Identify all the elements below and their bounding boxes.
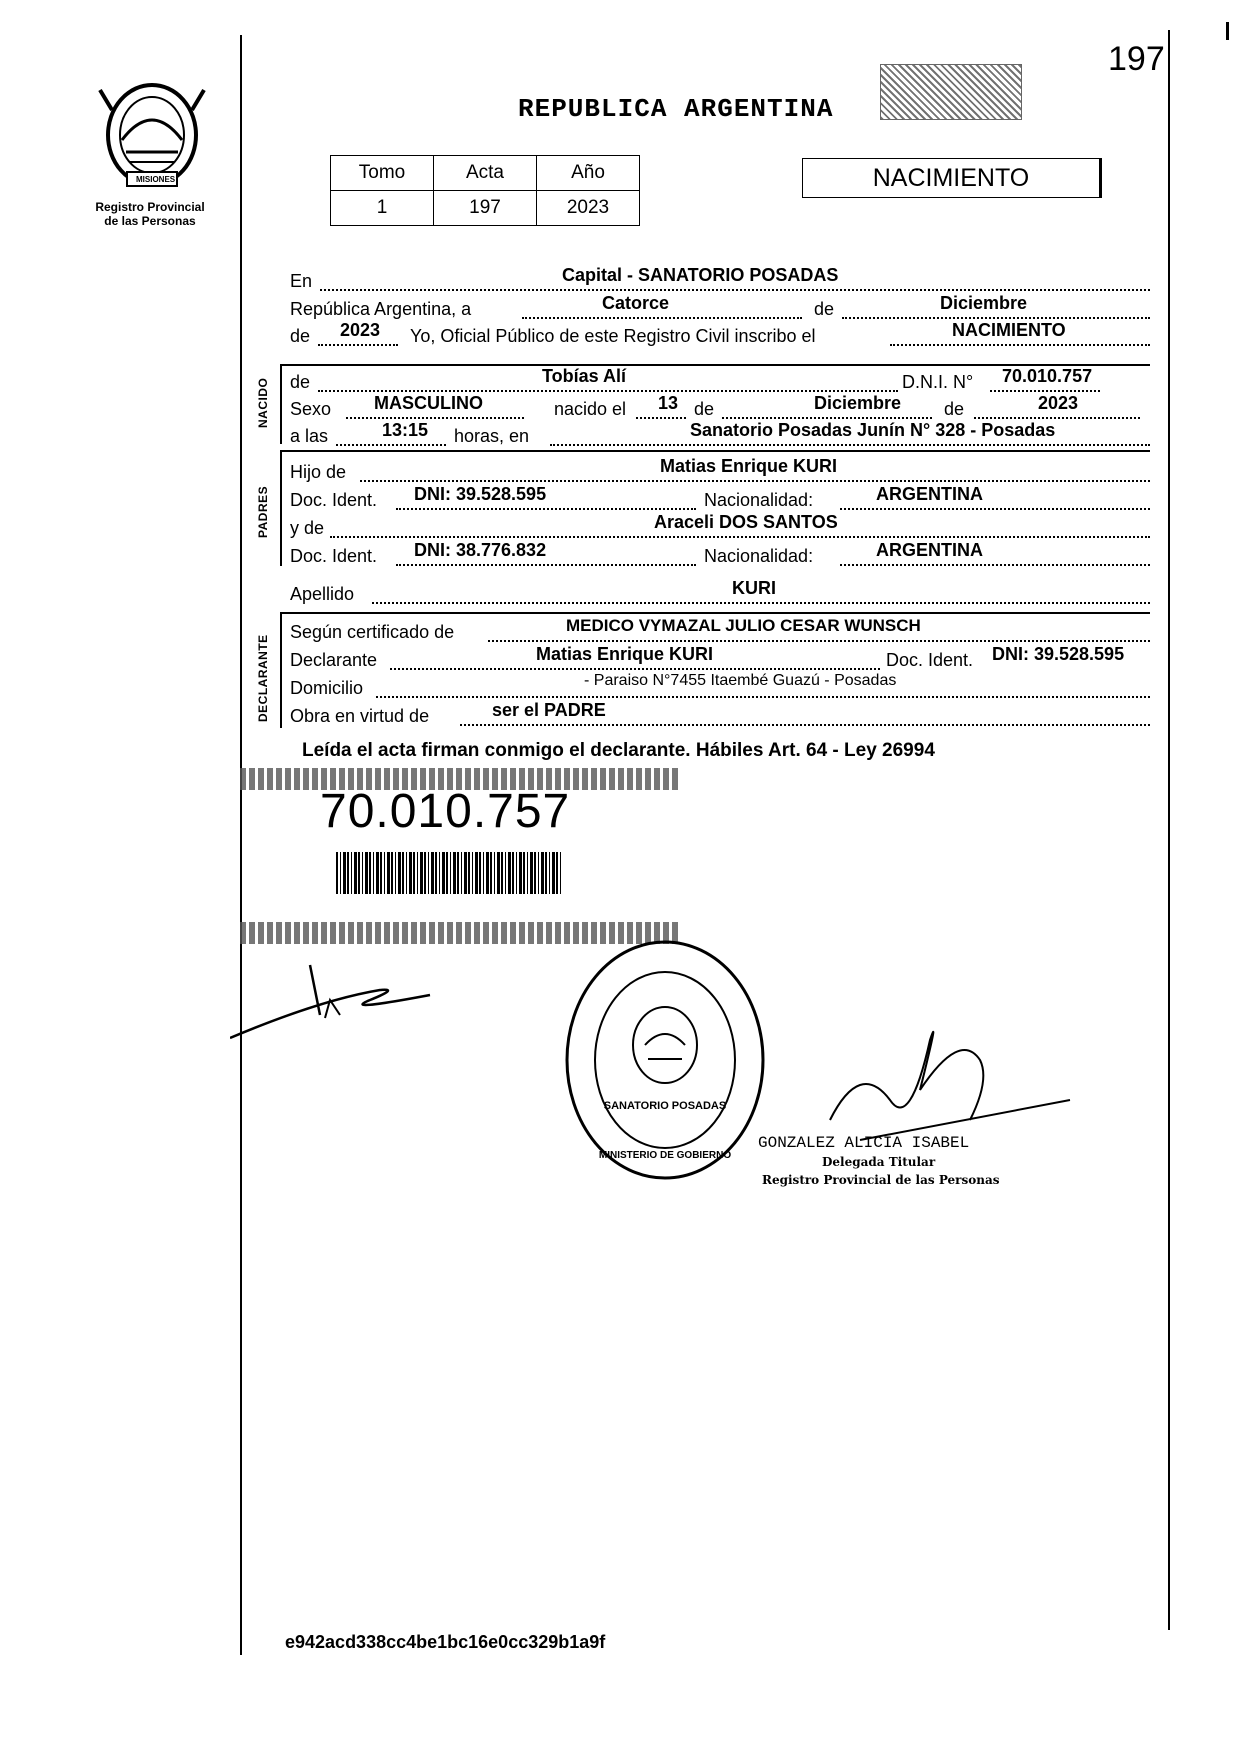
corner-mark <box>1226 22 1229 40</box>
month-value: Diciembre <box>940 293 1028 313</box>
republica-de-label: de <box>814 299 835 319</box>
year-de-label: de <box>290 326 311 346</box>
mother-nat-value: ARGENTINA <box>876 540 983 560</box>
a-las-label: a las <box>290 426 329 446</box>
stamp-number: 70.010.757 <box>320 785 571 838</box>
obra-label: Obra en virtud de <box>290 706 430 726</box>
registry-table <box>330 155 640 226</box>
declarante-section-label: DECLARANTE <box>256 634 270 722</box>
page-number: 197 <box>1108 40 1165 78</box>
decl-doc-label: Doc. Ident. <box>886 650 974 670</box>
sexo-value: MASCULINO <box>374 393 483 413</box>
birth-month-value: Diciembre <box>814 393 902 413</box>
nacido-el-label: nacido el <box>554 399 627 419</box>
padres-section-label: PADRES <box>256 485 270 538</box>
en-label: En <box>290 271 313 291</box>
table-value-acta: 197 <box>434 191 537 226</box>
nacido-de-label: de <box>290 372 311 392</box>
apellido-label: Apellido <box>290 584 355 604</box>
row-sexo <box>290 393 1150 421</box>
security-stamp <box>880 64 1022 120</box>
padres-bracket <box>280 452 282 566</box>
padres-top-rule <box>280 450 1150 452</box>
act-type-box <box>802 158 1102 198</box>
mother-doc-value: DNI: 38.776.832 <box>414 540 547 560</box>
row-apellido <box>290 578 1150 606</box>
row-domicilio <box>290 672 1150 700</box>
logo-caption-2: de las Personas <box>104 214 196 228</box>
obra-value: ser el PADRE <box>492 700 606 720</box>
table-header-ano: Año <box>537 156 640 191</box>
declarante-top-rule <box>280 612 1150 614</box>
birth-year-value: 2023 <box>1038 393 1079 413</box>
row-declarante <box>290 644 1150 672</box>
signatory-name: GONZALEZ ALICIA ISABEL <box>758 1134 970 1152</box>
row-a-las <box>290 420 1150 448</box>
row-nacido-name <box>290 366 1150 394</box>
time-value: 13:15 <box>382 420 429 440</box>
yo-label: Yo, Oficial Público de este Registro Civil inscribo el <box>410 326 816 346</box>
father-nat-value: ARGENTINA <box>876 484 983 504</box>
nacido-section-label: NACIDO <box>256 377 270 428</box>
dom-label: Domicilio <box>290 678 364 698</box>
registry-table-header-row <box>331 156 640 191</box>
father-name-value: Matias Enrique KURI <box>660 456 838 476</box>
closing-text: Leída el acta firman conmigo el declarante. Hábiles Art. 64 - Ley 26994 <box>302 740 935 761</box>
province-logo <box>92 80 212 195</box>
table-header-acta: Acta <box>434 156 537 191</box>
row-certificado <box>290 616 1150 644</box>
table-header-tomo: Tomo <box>331 156 434 191</box>
decl-label: Declarante <box>290 650 378 670</box>
decl-doc-value: DNI: 39.528.595 <box>992 644 1125 664</box>
signatory-role: Delegada Titular <box>822 1155 936 1169</box>
father-nat-label: Nacionalidad: <box>704 490 814 510</box>
act-type-label: NACIMIENTO <box>872 164 1030 192</box>
sexo-label: Sexo <box>290 399 332 419</box>
logo-caption-1: Registro Provincial <box>95 200 205 214</box>
child-dni-value: 70.010.757 <box>1002 366 1093 386</box>
declarant-signature <box>230 960 460 1040</box>
en-value: Capital - SANATORIO POSADAS <box>562 265 839 285</box>
registry-table-value-row <box>331 191 640 226</box>
row-hijo-de <box>290 456 1150 484</box>
year-value: 2023 <box>340 320 381 340</box>
decl-value: Matias Enrique KURI <box>536 644 714 664</box>
seal-bottom-text: MINISTERIO DE GOBIERNO <box>598 1150 732 1161</box>
seal-inner-text: SANATORIO POSADAS <box>603 1100 727 1112</box>
document-title: REPUBLICA ARGENTINA <box>518 94 834 124</box>
day-value: Catorce <box>602 293 670 313</box>
dom-value: - Paraiso N°7455 Itaembé Guazú - Posadas <box>584 672 897 689</box>
left-margin-line <box>240 35 242 1655</box>
row-y-de <box>290 512 1150 540</box>
nacido-de-label-2: de <box>694 399 715 419</box>
horas-label: horas, en <box>454 426 530 446</box>
official-signature <box>820 1000 1080 1150</box>
nacido-de-label-3: de <box>944 399 965 419</box>
birth-day-value: 13 <box>658 393 679 413</box>
child-name-value: Tobías Alí <box>542 366 627 386</box>
row-republica <box>290 293 1150 321</box>
row-en <box>290 265 1150 293</box>
cert-label: Según certificado de <box>290 622 455 642</box>
signatory-office: Registro Provincial de las Personas <box>762 1173 1000 1187</box>
right-margin-line <box>1168 30 1170 1630</box>
mother-name-value: Araceli DOS SANTOS <box>654 512 838 532</box>
row-father-doc <box>290 484 1150 512</box>
father-doc-label: Doc. Ident. <box>290 490 378 510</box>
y-de-label: y de <box>290 518 325 538</box>
nacido-bracket <box>280 366 282 444</box>
declarante-bracket <box>280 614 282 728</box>
mother-nat-label: Nacionalidad: <box>704 546 814 566</box>
father-doc-value: DNI: 39.528.595 <box>414 484 547 504</box>
mother-doc-label: Doc. Ident. <box>290 546 378 566</box>
hijo-label: Hijo de <box>290 462 347 482</box>
inscribe-value: NACIMIENTO <box>952 320 1066 340</box>
barcode <box>336 852 562 894</box>
row-year <box>290 320 1150 348</box>
apellido-value: KURI <box>732 578 776 598</box>
republica-label: República Argentina, a <box>290 299 472 319</box>
official-seal <box>560 935 770 1185</box>
table-value-tomo: 1 <box>331 191 434 226</box>
row-obra <box>290 700 1150 728</box>
dni-label: D.N.I. N° <box>902 372 974 392</box>
row-mother-doc <box>290 540 1150 568</box>
document-hash: e942acd338cc4be1bc16e0cc329b1a9f <box>285 1632 606 1652</box>
logo-text: MISIONES <box>136 175 176 184</box>
cert-value: MEDICO VYMAZAL JULIO CESAR WUNSCH <box>566 616 921 635</box>
birth-place-value: Sanatorio Posadas Junín N° 328 - Posadas <box>690 420 1056 440</box>
table-value-ano: 2023 <box>537 191 640 226</box>
